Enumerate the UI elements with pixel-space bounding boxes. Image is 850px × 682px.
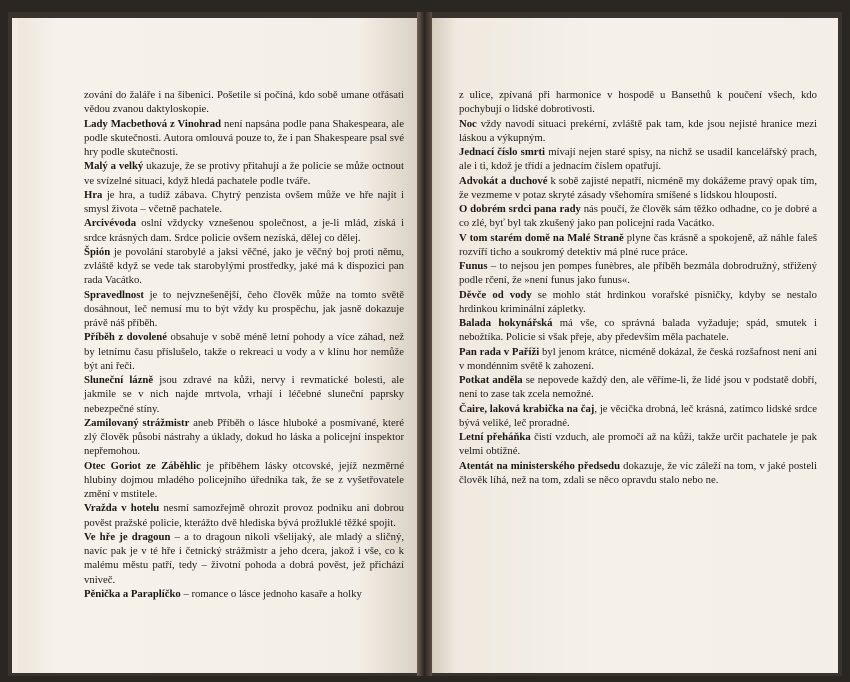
story-title: Lady Macbethová z Vinohrad <box>84 117 222 130</box>
paragraph-text: se mohlo stát hrdinkou vorařské písničky, kdyby se nestalo hrdinkou kriminální zápletky. <box>459 288 817 315</box>
paragraph-text: je povolání starobylé a jaksi věčné, jako je věčný boj proti němu, zvláště když se vede tak starobylými prostředky, jaké má k dispozici pan rada Vacátko. <box>84 245 404 287</box>
paragraph <box>459 373 817 402</box>
paragraph <box>84 245 404 288</box>
story-title: Pan rada v Paříži <box>459 345 540 358</box>
paragraph <box>84 88 404 117</box>
paragraph-text: obsahuje v sobě méně letní pohody a více záhad, než by letnímu času příslušelo, takže o rekreaci u vody a v klínu hor nemůže být ani řeči. <box>84 331 404 372</box>
paragraph-text: čistí vzduch, ale promočí až na kůži, takže určit pachatele je pak velmi obtížné. <box>459 431 817 458</box>
paragraph-text: , je věcička drobná, leč krásná, zatímco lidské srdce bývá veliké, leč proradné. <box>459 402 817 429</box>
paragraph <box>459 402 817 431</box>
paragraph-text: byl jenom krátce, nicméně dokázal, že česká rozšafnost není ani v mondénním světě k zahození. <box>459 345 817 372</box>
story-title: Hra <box>84 188 103 201</box>
paragraph-text: – romance o lásce jednoho kasaře a holky <box>180 587 362 600</box>
story-title: Zamilovaný strážmistr <box>84 416 190 429</box>
paragraph <box>84 530 404 587</box>
book-spread <box>8 12 842 676</box>
story-title: Ve hře je dragoun <box>84 530 171 543</box>
paragraph <box>84 216 404 245</box>
paragraph-text: ukazuje, že se protivy přitahují a že policie se může octnout ve svízelné situaci, když hledá pachatele podle tváře. <box>84 160 405 187</box>
story-title: O dobrém srdci pana rady <box>459 203 581 215</box>
paragraph-text: aneb Příběh o lásce hluboké a posmívané, které zlý člověk působí nástrahy a úklady, dokud ho láska a policejní inspektor nepřemohou. <box>84 416 405 458</box>
paragraph-text: je to nejvznešenější, čeho člověk může na tomto světě dosáhnout, leč nemusí mu to být vždy ku prospěchu, jak jasně dokazuje právě náš příběh. <box>84 288 404 329</box>
paragraph <box>459 231 817 260</box>
story-title: Příběh z dovolené <box>84 331 167 344</box>
paragraph <box>459 259 817 288</box>
paragraph-text: mívají nejen staré spisy, na nichž se usadil kancelářský prach, ale i ti, kdož je třídí a jednacím číslem opatřují. <box>459 146 817 173</box>
story-title: V tom starém domě na Malé Straně <box>459 231 624 244</box>
story-title: Vražda v hotelu <box>84 502 160 515</box>
story-title: Noc <box>459 117 477 130</box>
story-title: Potkat anděla <box>459 374 523 386</box>
story-title: Atentát na ministerského předsedu <box>459 459 621 472</box>
paragraph <box>459 174 817 203</box>
left-page <box>12 18 417 673</box>
paragraph <box>459 202 817 231</box>
paragraph <box>459 145 817 174</box>
right-page <box>432 18 838 673</box>
paragraph-text: plyne čas krásně a spokojeně, až náhle faleš rozvíří ticho a soukromý detektiv má plné ruce práce. <box>459 231 817 258</box>
paragraph <box>459 117 817 146</box>
story-title: Sluneční lázně <box>84 374 154 386</box>
paragraph <box>84 117 404 160</box>
paragraph-text: z ulice, zpívaná při harmonice v hospodě u Bansethů k poučení všech, kdo pochybují o lidské dobrotivosti. <box>459 89 817 116</box>
paragraph <box>459 88 817 117</box>
paragraph <box>84 188 404 217</box>
story-title: Čaire, laková krabička na čaj <box>459 402 595 415</box>
paragraph <box>84 330 404 373</box>
paragraph-text: k sobě zajisté nepatří, nicméně my dokážeme pravý opak tím, že vezmeme v potaz skryté zásady všehomíra smíšené s lidskou hloupostí. <box>459 174 817 201</box>
paragraph <box>84 416 404 459</box>
story-title: Jednací číslo smrti <box>459 146 546 158</box>
paragraph-text: nás poučí, že člověk sám těžko odhadne, co je dobré a co zlé, byť byl tak zkušený jako pan policejní rada Vacátko. <box>459 203 817 230</box>
story-title: Arcivévoda <box>84 217 137 230</box>
story-title: Otec Goriot ze Záběhlic <box>84 459 201 472</box>
paragraph-text: je příběhem lásky otcovské, jejíž nezměrné hlubiny dojmou mladého policejního úředníka tak, že se z vyšetřovatele změní v mstitele. <box>84 459 404 500</box>
paragraph-text: – a to dragoun nikoli všelijaký, ale mladý a sličný, navíc pak je v té hře i četnický strážmistr a jeho dcera, jakož i vše, co k malému městu patří, tedy – životní pohoda a dobrá pověst, jež přichází vniveč. <box>84 530 404 586</box>
paragraph <box>459 316 817 345</box>
paragraph <box>84 501 404 530</box>
paragraph <box>84 587 404 601</box>
story-title: Děvče od vody <box>459 288 532 301</box>
paragraph-text: zování do žaláře i na šibenici. Pošetile si počíná, kdo sobě umane otřásati vědou zvanou daktyloskopie. <box>84 89 404 116</box>
paragraph-text: se nepovede každý den, ale věříme-li, že lidé jsou v podstatě dobří, není to zase tak zcela nemožné. <box>459 374 817 401</box>
paragraph <box>459 288 817 317</box>
story-title: Malý a velký <box>84 160 144 173</box>
story-title: Špión <box>84 245 111 258</box>
paragraph <box>459 459 817 488</box>
paragraph-text: nesmí samozřejmě ohrozit provoz podniku ani dobrou pověst pražské policie, kterážto dvě hlediska bývá prožluklé těžké spojit. <box>84 502 405 529</box>
story-title: Letní přeháňka <box>459 431 531 443</box>
paragraph-text: – to nejsou jen pompes funèbres, ale příběh bezmála dobrodružný, střižený podle rčení, že »není funus jako funus«. <box>459 260 817 287</box>
paragraph <box>84 288 404 331</box>
paragraph-text: vždy navodí situaci prekérní, zvláště pak tam, kde jsou nejisté hranice mezi láskou a výkupným. <box>459 117 817 144</box>
book-gutter <box>417 12 432 676</box>
paragraph-text: má vše, co správná balada vyžaduje; spád, smutek i nebožtíka. Policie si však přeje, aby především měla pachatele. <box>459 317 817 344</box>
story-title: Pěnička a Paraplíčko <box>84 587 181 600</box>
paragraph <box>84 159 404 188</box>
paragraph-text: není napsána podle pana Shakespeara, ale podle skutečnosti. Autora omlouvá pouze to, že i pan Shakespeare psal své hry podle skutečnosti. <box>84 117 404 158</box>
paragraph <box>459 345 817 374</box>
paragraph <box>459 430 817 459</box>
story-title: Spravedlnost <box>84 288 144 301</box>
paragraph <box>84 373 404 416</box>
right-page-text <box>459 88 817 487</box>
paragraph <box>84 459 404 502</box>
story-title: Funus <box>459 260 488 272</box>
paragraph-text: oslní vždycky vznešenou společnost, a je-li mlád, získá i srdce krásných dam. Srdce policie ovšem nezíská, dělej co dělej. <box>84 217 404 244</box>
story-title: Balada hokynářská <box>459 317 553 329</box>
paragraph-text: dokazuje, že víc záleží na tom, v jaké posteli člověk líhá, než na tom, zdali se něco opravdu stalo nebo ne. <box>459 459 817 486</box>
story-title: Advokát a duchové <box>459 174 548 187</box>
paragraph-text: jsou zdravé na kůži, nervy i revmatické bolesti, ale jakmile se v nich najde mrtvola, vrhají i léčebné sluneční paprsky nebezpečné stíny. <box>84 374 405 415</box>
paragraph-text: je hra, a tudíž zábava. Chytrý penzista ovšem může ve hře najít i smysl života – včetně pachatele. <box>84 188 404 215</box>
left-page-text <box>84 88 404 601</box>
